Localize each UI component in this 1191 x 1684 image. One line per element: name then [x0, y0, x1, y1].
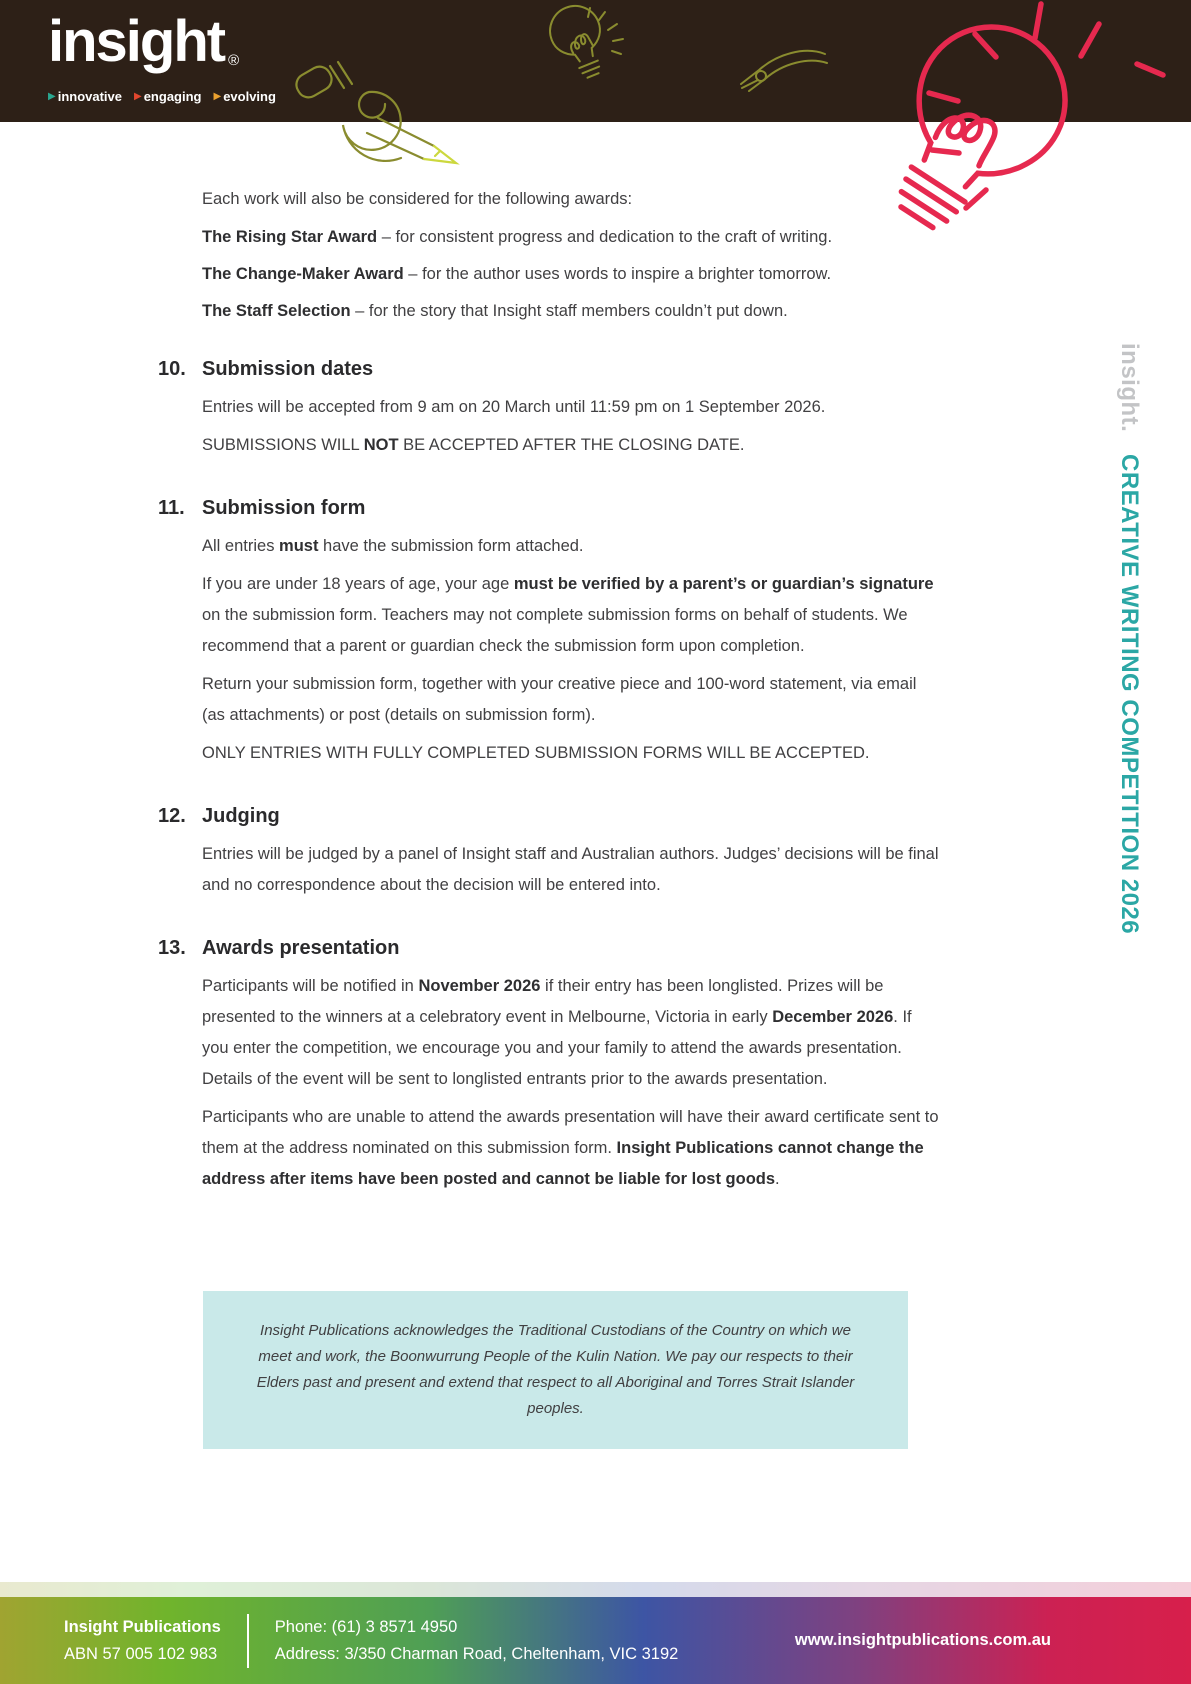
triangle-bullet-icon: ▶ — [48, 90, 56, 102]
acknowledgement-box: Insight Publications acknowledges the Traditional Custodians of the Country on which we meet and work, the Boonwurrung People of the Kulin Nation. We pay our respects to their Elders past and present and extend that respect to all Aboriginal and Torres Strait Islander peoples. — [203, 1291, 908, 1449]
footer-divider — [247, 1614, 249, 1668]
section-heading — [158, 495, 941, 521]
section-number: 13. — [158, 937, 186, 959]
pen-doodle-icon — [733, 36, 833, 100]
section-paragraph: Entries will be accepted from 9 am on 20 March until 11:59 pm on 1 September 2026. — [202, 398, 826, 416]
intro-lead: Each work will also be considered for the following awards: — [202, 190, 633, 208]
section-awards-presentation — [158, 935, 941, 1195]
section-number: 10. — [158, 358, 186, 380]
footer-company: Insight Publications — [64, 1617, 221, 1636]
tagline-label: evolving — [223, 89, 276, 104]
tagline-item — [134, 89, 201, 104]
footer — [0, 1597, 1191, 1684]
sections — [158, 356, 941, 1195]
section-paragraph: If you are under 18 years of age, your age must be verified by a parent’s or guardian’s signature on the submission form. Teachers may not complete submission forms on behalf of students. We recommend that a parent or guardian check the submission form upon completion. — [202, 575, 934, 655]
section-paragraph: Entries will be judged by a panel of Insight staff and Australian authors. Judges’ decisions will be final and no correspondence about the decision will be entered into. — [202, 845, 939, 894]
award-desc: – for the story that Insight staff members couldn’t put down. — [350, 302, 788, 320]
section-paragraph: SUBMISSIONS WILL NOT BE ACCEPTED AFTER THE CLOSING DATE. — [202, 436, 745, 454]
intro — [202, 188, 941, 322]
tagline-item — [213, 89, 275, 104]
section-submission-dates — [158, 356, 941, 461]
ribbon-brand: insight. — [1116, 343, 1143, 433]
awards-list — [202, 226, 941, 322]
award-name: The Staff Selection — [202, 302, 351, 320]
section-heading — [158, 356, 941, 382]
footer-website-link[interactable]: www.insightpublications.com.au — [794, 1631, 1051, 1649]
logo-text: insight — [48, 9, 225, 74]
footer-phone: Phone: (61) 3 8571 4950 — [274, 1617, 458, 1636]
section-heading — [158, 935, 941, 961]
award-name: The Change-Maker Award — [202, 265, 404, 283]
award-desc: – for consistent progress and dedication to the craft of writing. — [377, 228, 833, 246]
section-title: Submission dates — [202, 358, 374, 380]
triangle-bullet-icon: ▶ — [134, 90, 142, 102]
footer-address: Address: 3/350 Charman Road, Cheltenham, VIC 3192 — [274, 1644, 679, 1663]
section-title: Awards presentation — [202, 937, 400, 959]
ribbon-title: CREATIVE WRITING COMPETITION 2026 — [1116, 453, 1143, 934]
tagline — [48, 89, 276, 104]
main-content — [0, 122, 1191, 1449]
section-heading — [158, 803, 941, 829]
tagline-label: engaging — [143, 89, 202, 104]
header — [0, 0, 1191, 122]
footer-gradient-strip — [0, 1582, 1191, 1597]
tagline-item — [48, 89, 122, 104]
registered-mark: ® — [228, 52, 240, 69]
section-paragraph: ONLY ENTRIES WITH FULLY COMPLETED SUBMISSION FORMS WILL BE ACCEPTED. — [202, 744, 870, 762]
award-line — [202, 263, 941, 285]
triangle-bullet-icon: ▶ — [213, 90, 222, 102]
section-paragraph: Return your submission form, together with your creative piece and 100-word statement, via email (as attachments) or post (details on submission form). — [202, 675, 917, 724]
footer-contact-block — [275, 1614, 679, 1668]
section-number: 11. — [158, 497, 185, 519]
footer-company-block — [64, 1614, 221, 1668]
award-line — [202, 226, 941, 248]
award-line — [202, 300, 941, 322]
section-paragraph: All entries must have the submission form attached. — [202, 537, 584, 555]
section-title: Submission form — [202, 497, 366, 519]
section-paragraph: Participants will be notified in November 2026 if their entry has been longlisted. Prizes will be presented to the winners at a celebratory event in Melbourne, Victoria in early December 2026. If you enter the competition, we encourage you and your family to attend the awards presentation. Details of the event will be sent to longlisted entrants prior to the awards presentation. — [202, 977, 912, 1088]
lightbulb-doodle-icon — [535, 6, 631, 88]
section-paragraph: Participants who are unable to attend the awards presentation will have their award certificate sent to them at the address nominated on this submission form. Insight Publications cannot change the address after items have been posted and cannot be liable for lost goods. — [202, 1108, 939, 1188]
award-name: The Rising Star Award — [202, 228, 378, 246]
section-title: Judging — [202, 805, 280, 827]
section-submission-form — [158, 495, 941, 769]
tagline-label: innovative — [57, 89, 122, 104]
insight-logo — [48, 9, 276, 87]
logo-block — [48, 9, 276, 104]
section-number: 12. — [158, 805, 186, 827]
footer-abn: ABN 57 005 102 983 — [64, 1644, 218, 1663]
award-desc: – for the author uses words to inspire a brighter tomorrow. — [403, 265, 832, 283]
section-judging — [158, 803, 941, 901]
